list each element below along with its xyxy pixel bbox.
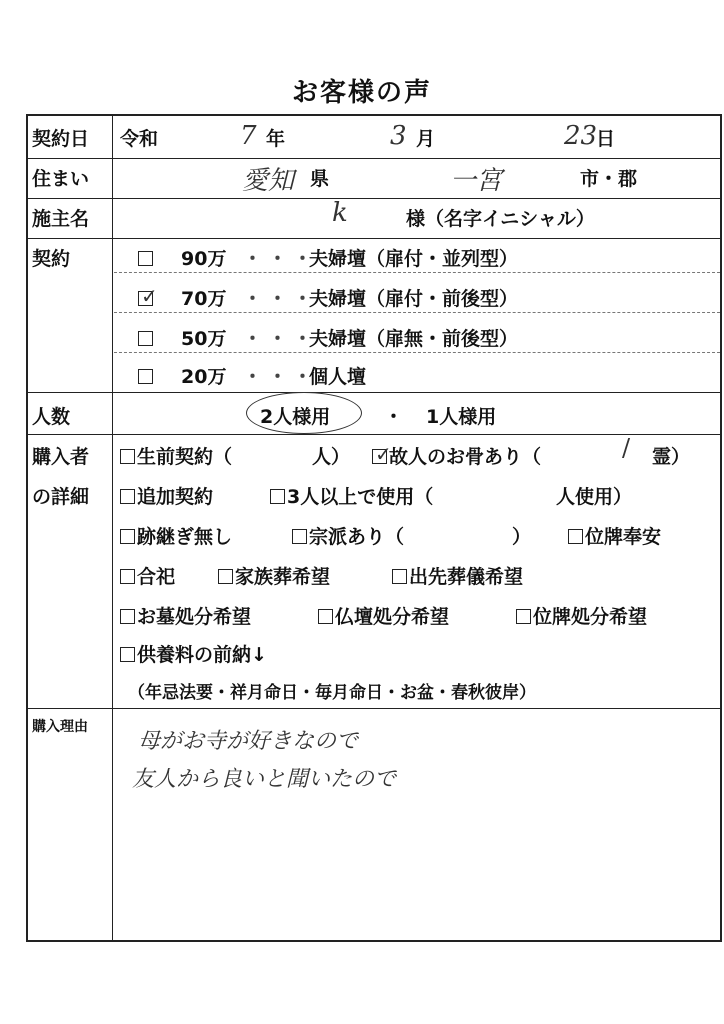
sect-close: ） (512, 526, 532, 548)
reason-line-2: 友人から良いと聞いたので (132, 767, 397, 792)
row-divider (28, 238, 720, 239)
no-successor-checkbox[interactable]: 跡継ぎ無し (120, 522, 232, 549)
row-divider (28, 158, 720, 159)
grave-disposal-checkbox[interactable]: お墓処分希望 (120, 602, 251, 629)
checkbox[interactable] (218, 569, 233, 584)
option-two-people[interactable]: 2人様用 (260, 406, 331, 428)
option-divider (114, 352, 720, 353)
month-value: 3 (390, 121, 407, 151)
sect-checkbox[interactable]: 宗派あり（ (292, 522, 404, 549)
checkbox[interactable] (120, 569, 135, 584)
prefecture-value: 愛知 (242, 166, 295, 196)
year-label: 年 (266, 128, 286, 150)
family-funeral-checkbox[interactable]: 家族葬希望 (218, 562, 330, 589)
memorial-examples: （年忌法要・祥月命日・毎月命日・お盆・春秋彼岸） (128, 683, 536, 703)
client-name-label: 施主名 (32, 208, 90, 230)
checkbox[interactable] (392, 569, 407, 584)
pre-contract-checkbox[interactable]: 生前契約（ (120, 442, 232, 469)
checkbox-checked[interactable] (138, 284, 158, 308)
address-label: 住まい (32, 168, 90, 190)
checkbox[interactable] (516, 609, 531, 624)
altar-disposal-checkbox[interactable]: 仏壇処分希望 (318, 602, 449, 629)
row-divider (28, 708, 720, 709)
contract-option-90[interactable]: 90万 ・・・夫婦壇（扉付・並列型） (138, 244, 518, 271)
prepaid-memorial-checkbox[interactable]: 供養料の前納↓ (120, 640, 267, 667)
checkbox[interactable] (138, 369, 153, 384)
row-divider (28, 392, 720, 393)
remains-unit: 霊） (652, 446, 691, 468)
check-mark-icon: ✓ (375, 442, 392, 466)
era-label: 令和 (120, 128, 159, 150)
selected-circle (246, 392, 362, 434)
city-value: 一宮 (450, 166, 503, 196)
contract-option-70[interactable]: ✓ 70万 ・・・夫婦壇（扉付・前後型） (138, 284, 518, 311)
checkbox[interactable] (270, 489, 285, 504)
checkbox[interactable] (120, 529, 135, 544)
prefecture-label: 県 (310, 168, 330, 190)
buyer-details-label: 購入者 (32, 446, 90, 468)
remains-value: / (622, 434, 631, 462)
checkbox[interactable] (120, 647, 135, 662)
row-divider (28, 198, 720, 199)
additional-contract-checkbox[interactable]: 追加契約 (120, 482, 213, 509)
checkbox[interactable] (138, 251, 153, 266)
gousi-checkbox[interactable]: 合祀 (120, 562, 175, 589)
contract-date-label: 契約日 (32, 128, 90, 150)
label-column-divider (112, 116, 113, 940)
city-label: 市・郡 (580, 168, 638, 190)
buyer-details-label-2: の詳細 (32, 486, 90, 508)
checkbox-checked[interactable] (372, 442, 392, 466)
contract-label: 契約 (32, 248, 71, 270)
three-plus-checkbox[interactable]: 3人以上で使用（ (270, 482, 433, 509)
check-mark-icon: ✓ (141, 284, 158, 308)
reason-line-1: 母がお寺が好きなので (138, 729, 359, 754)
day-label: 日 (596, 128, 616, 150)
form-title: お客様の声 (291, 78, 432, 108)
day-value: 23 (564, 121, 598, 151)
remains-checkbox[interactable]: ✓ 故人のお骨あり（ (372, 442, 541, 469)
ihai-enshrine-checkbox[interactable]: 位牌奉安 (568, 522, 661, 549)
ihai-disposal-checkbox[interactable]: 位牌処分希望 (516, 602, 647, 629)
option-one-person[interactable]: 1人様用 (426, 406, 497, 428)
checkbox[interactable] (138, 331, 153, 346)
month-label: 月 (416, 128, 436, 150)
contract-option-20[interactable]: 20万 ・・・個人壇 (138, 362, 366, 389)
reason-label: 購入理由 (32, 719, 88, 735)
checkbox[interactable] (120, 489, 135, 504)
three-plus-unit: 人使用） (556, 486, 633, 508)
checkbox[interactable] (120, 449, 135, 464)
checkbox[interactable] (120, 609, 135, 624)
checkbox[interactable] (568, 529, 583, 544)
pre-contract-unit: 人） (312, 446, 351, 468)
contract-option-50[interactable]: 50万 ・・・夫婦壇（扉無・前後型） (138, 324, 518, 351)
people-separator: ・ (384, 406, 404, 428)
people-label: 人数 (32, 406, 71, 428)
external-funeral-checkbox[interactable]: 出先葬儀希望 (392, 562, 523, 589)
row-divider (28, 434, 720, 435)
checkbox[interactable] (292, 529, 307, 544)
year-value: 7 (240, 121, 257, 151)
option-divider (114, 312, 720, 313)
customer-voice-form (26, 114, 722, 942)
client-initial: k (332, 198, 348, 228)
option-divider (114, 272, 720, 273)
client-suffix: 様（名字イニシャル） (406, 208, 595, 230)
checkbox[interactable] (318, 609, 333, 624)
